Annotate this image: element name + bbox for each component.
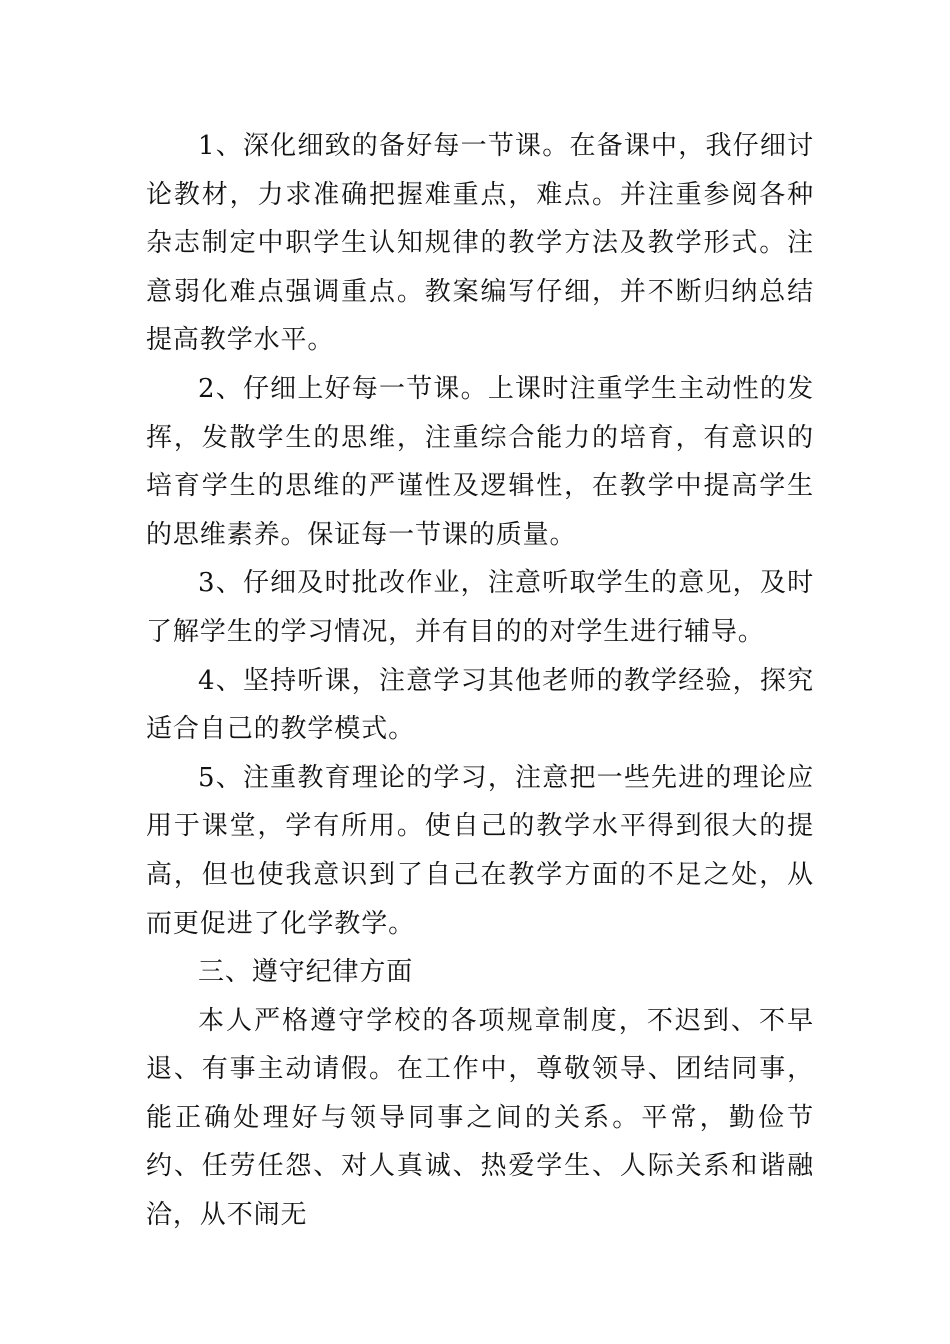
paragraph-teaching-class: 2、仔细上好每一节课。上课时注重学生主动性的发挥，发散学生的思维，注重综合能力的培育，有意识的培育学生的思维的严谨性及逻辑性，在教学中提高学生的思维素养。保证每一节课的质量。 bbox=[146, 373, 814, 550]
paragraph-lesson-preparation: 1、深化细致的备好每一节课。在备课中，我仔细讨论教材，力求准确把握难重点，难点。并注重参阅各种杂志制定中职学生认知规律的教学方法及教学形式。注意弱化难点强调重点。教案编写仔细，并不断归纳总结提高教学水平。 bbox=[146, 131, 814, 356]
paragraph-observing-lessons: 4、坚持听课，注意学习其他老师的教学经验，探究适合自己的教学模式。 bbox=[146, 665, 814, 745]
paragraph-discipline: 本人严格遵守学校的各项规章制度，不迟到、不早退、有事主动请假。在工作中，尊敬领导、团结同事，能正确处理好与领导同事之间的关系。平常，勤俭节约、任劳任怨、对人真诚、热爱学生、人际关系和谐融洽，从不闹无 bbox=[146, 1005, 814, 1231]
paragraph-education-theory: 5、注重教育理论的学习，注意把一些先进的理论应用于课堂，学有所用。使自己的教学水平得到很大的提高，但也使我意识到了自己在教学方面的不足之处，从而更促进了化学教学。 bbox=[146, 762, 814, 939]
section-heading-discipline: 三、遵守纪律方面 bbox=[198, 957, 414, 988]
paragraph-homework-correction: 3、仔细及时批改作业，注意听取学生的意见，及时了解学生的学习情况，并有目的的对学生进行辅导。 bbox=[146, 568, 814, 647]
document-body bbox=[146, 122, 814, 1240]
